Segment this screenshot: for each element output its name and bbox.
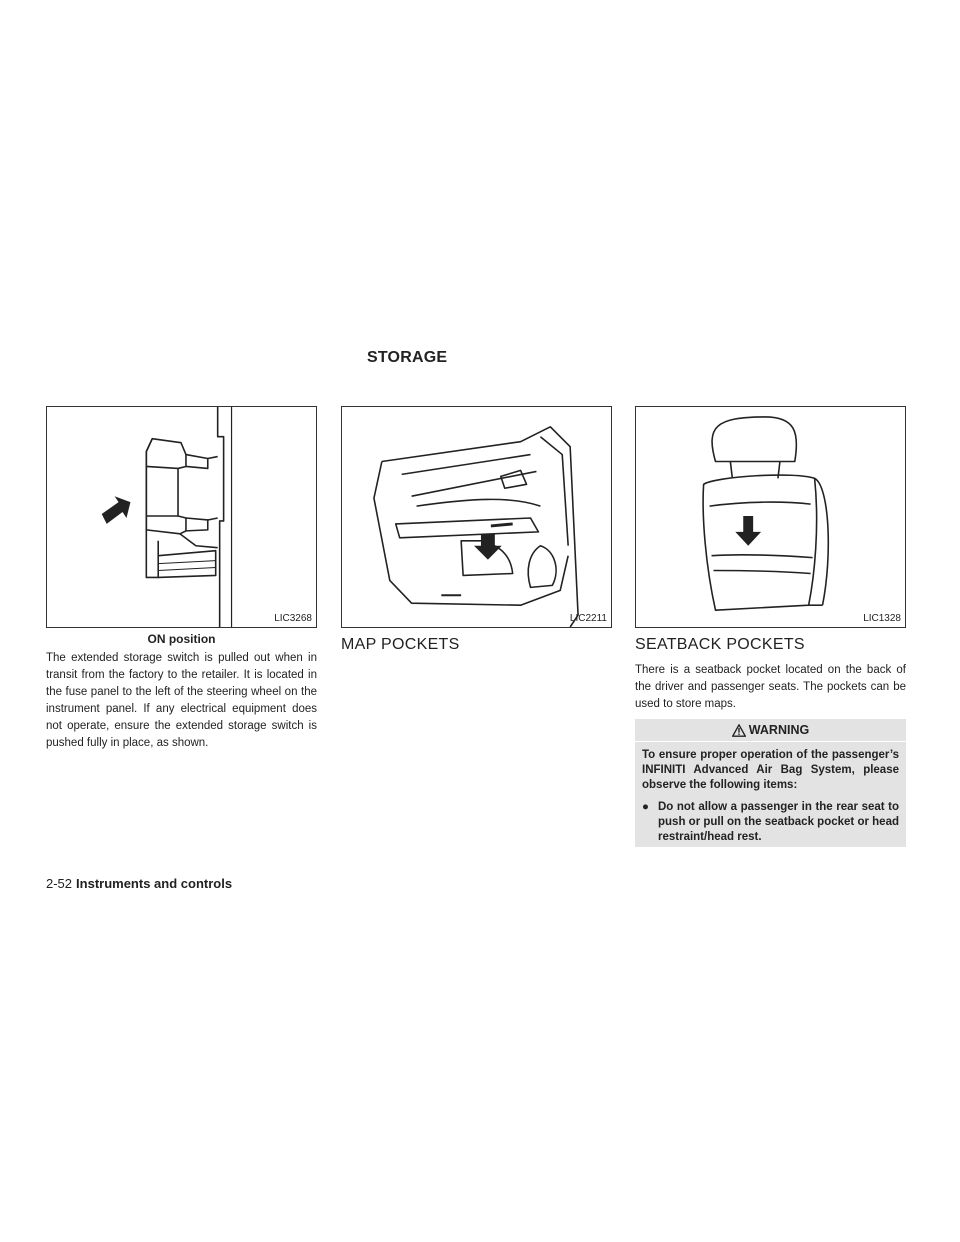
figure-map-pocket bbox=[341, 406, 612, 628]
page-number: 2-52 bbox=[46, 876, 73, 891]
door-map-pocket-illustration bbox=[342, 407, 611, 627]
warning-title: WARNING bbox=[748, 723, 810, 737]
figure-caption: ON position bbox=[147, 632, 216, 646]
figure-code: LIC3268 bbox=[274, 613, 312, 624]
warning-box bbox=[635, 719, 906, 847]
arrow-down-icon bbox=[474, 534, 502, 560]
figure-storage-switch bbox=[46, 406, 317, 628]
warning-item-text: Do not allow a passenger in the rear seat to push or pull on the seatback pocket or head restraint/head rest. bbox=[658, 801, 899, 843]
seatback-pocket-illustration bbox=[636, 407, 905, 627]
warning-triangle-icon bbox=[732, 724, 746, 737]
storage-switch-illustration bbox=[47, 407, 316, 627]
bullet-icon: ● bbox=[642, 801, 649, 813]
map-pockets-heading: MAP POCKETS bbox=[341, 636, 460, 653]
seatback-pockets-heading: SEATBACK POCKETS bbox=[635, 636, 805, 653]
figure-code: LIC2211 bbox=[569, 613, 607, 624]
figure-code: LIC1328 bbox=[863, 613, 901, 624]
figure-seatback-pocket bbox=[635, 406, 906, 628]
section-title: STORAGE bbox=[367, 349, 448, 366]
warning-body bbox=[635, 742, 906, 845]
chapter-title: Instruments and controls bbox=[76, 876, 233, 891]
extended-storage-paragraph: The extended storage switch is pulled out when in transit from the factory to the retailer. It is located in the fuse panel to the left of the steering wheel on the instrument panel. If any electrical equipment does not operate, ensure the extended storage switch is pushed fully in place, as shown. bbox=[46, 652, 317, 749]
warning-header bbox=[635, 719, 906, 742]
warning-intro: To ensure proper operation of the passenger’s INFINITI Advanced Air Bag System, please observe the following items: bbox=[642, 749, 899, 791]
page-footer bbox=[46, 876, 232, 891]
warning-item bbox=[642, 800, 899, 845]
arrow-icon bbox=[102, 496, 131, 524]
arrow-down-icon bbox=[735, 516, 761, 546]
seatback-pockets-paragraph: There is a seatback pocket located on the back of the driver and passenger seats. The pockets can be used to store maps. bbox=[635, 664, 906, 710]
